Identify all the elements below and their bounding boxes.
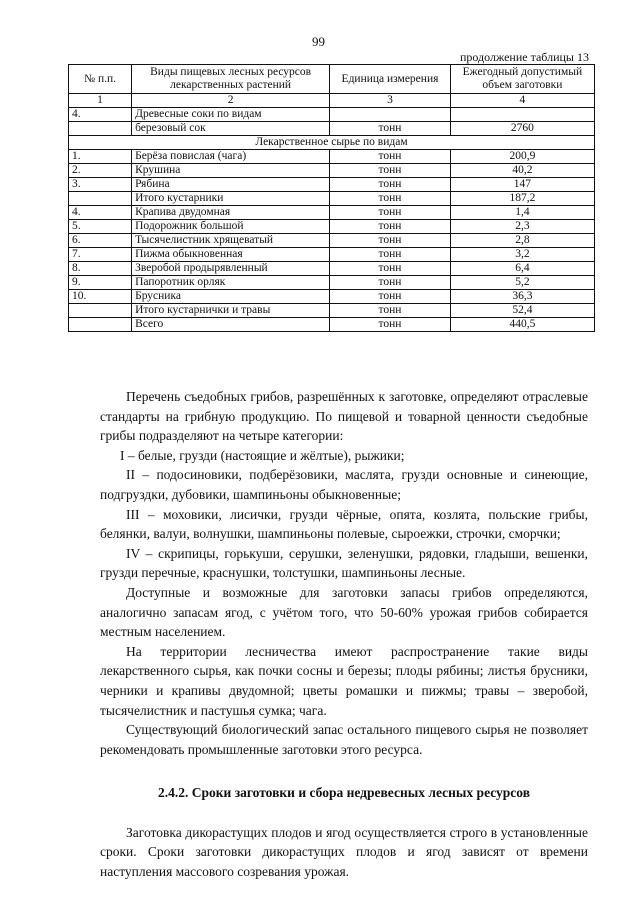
row-unit: тонн — [330, 262, 451, 276]
row-value: 2,3 — [450, 220, 594, 234]
row-value: 2760 — [450, 122, 594, 136]
row-number: 1. — [69, 150, 132, 164]
table-row — [69, 318, 595, 332]
row-number — [69, 318, 132, 332]
row-value: 5,2 — [450, 276, 594, 290]
paragraph-mushroom-stocks: Доступные и возможные для заготовки запасы грибов определяются, аналогично запасам ягод, с учётом того, что 50-60% урожая грибов собирается местным населением. — [100, 584, 588, 640]
section-title: Лекарственное сырье по видам — [69, 136, 595, 150]
row-unit: тонн — [330, 164, 451, 178]
table-row — [69, 304, 595, 318]
column-index: 4 — [450, 94, 594, 108]
row-number: 4. — [69, 206, 132, 220]
row-unit: тонн — [330, 122, 451, 136]
row-unit: тонн — [330, 234, 451, 248]
row-value: 40,2 — [450, 164, 594, 178]
row-number: 9. — [69, 276, 132, 290]
row-unit: тонн — [330, 248, 451, 262]
resources-table — [68, 64, 595, 332]
table-row — [69, 206, 595, 220]
row-number: 4. — [69, 108, 132, 122]
category-2-item: II – подосиновики, подберёзовики, маслята, грузди основные и синеющие, подгруздки, дубовики, шампиньоны обыкновенные; — [100, 467, 588, 502]
row-resource: Итого кустарники — [132, 192, 330, 206]
row-unit: тонн — [330, 290, 451, 304]
table-section-row — [69, 136, 595, 150]
paragraph-harvest-terms: Заготовка дикорастущих плодов и ягод осуществляется строго в установленные сроки. Сроки заготовки дикорастущих плодов и ягод зависят от времени наступления массового созревания урожая. — [100, 824, 588, 880]
table-row — [69, 220, 595, 234]
table-row — [69, 248, 595, 262]
row-unit: тонн — [330, 150, 451, 164]
row-unit: тонн — [330, 304, 451, 318]
column-index: 3 — [330, 94, 451, 108]
column-index: 1 — [69, 94, 132, 108]
row-number — [69, 304, 132, 318]
table-row — [69, 234, 595, 248]
row-number — [69, 192, 132, 206]
table-row — [69, 192, 595, 206]
row-value: 3,2 — [450, 248, 594, 262]
row-resource: Тысячелистник хрящеватый — [132, 234, 330, 248]
row-resource: Рябина — [132, 178, 330, 192]
row-unit: тонн — [330, 276, 451, 290]
table-row — [69, 178, 595, 192]
row-number: 7. — [69, 248, 132, 262]
row-resource: Крапива двудомная — [132, 206, 330, 220]
row-number: 8. — [69, 262, 132, 276]
row-resource: Пижма обыкновенная — [132, 248, 330, 262]
row-resource: Брусника — [132, 290, 330, 304]
row-unit — [330, 108, 451, 122]
row-resource: Подорожник большой — [132, 220, 330, 234]
table-row — [69, 164, 595, 178]
table-row — [69, 262, 595, 276]
row-number: 3. — [69, 178, 132, 192]
row-resource: Итого кустарнички и травы — [132, 304, 330, 318]
row-number: 6. — [69, 234, 132, 248]
category-3-item: III – моховики, лисички, грузди чёрные, опята, козлята, польские грибы, белянки, валуи, волнушки, шампиньоны полевые, сыроежки, строчки, сморчки; — [100, 506, 588, 542]
row-unit: тонн — [330, 318, 451, 332]
row-resource: березовый сок — [132, 122, 330, 136]
row-value: 187,2 — [450, 192, 594, 206]
row-resource: Зверобой продырявленный — [132, 262, 330, 276]
row-value: 52,4 — [450, 304, 594, 318]
row-unit: тонн — [330, 192, 451, 206]
row-value: 147 — [450, 178, 594, 192]
row-value: 36,3 — [450, 290, 594, 304]
row-number — [69, 122, 132, 136]
paragraph-mushroom-standards: Перечень съедобных грибов, разрешённых к заготовке, определяют отраслевые стандарты на грибную продукцию. По пищевой и товарной ценности съедобные грибы подразделяют на четыре категории: — [100, 389, 588, 444]
table-row — [69, 108, 595, 122]
row-resource: Древесные соки по видам — [132, 108, 330, 122]
row-value — [450, 108, 594, 122]
category-4-item: IV – скрипицы, горькуши, серушки, зеленушки, рядовки, гладыши, вешенки, грузди перечные, краснушки, толстушки, шампиньоны лесные. — [100, 545, 588, 581]
row-number: 2. — [69, 164, 132, 178]
row-number: 5. — [69, 220, 132, 234]
category-1-item: I – белые, грузди (настоящие и жёлтые), рыжики; — [120, 447, 405, 463]
paragraph-other-food-resources: Существующий биологический запас остального пищевого сырья не позволяет рекомендовать промышленные заготовки этого ресурса. — [100, 722, 588, 757]
table-continuation-label: продолжение таблицы 13 — [459, 50, 589, 64]
table-row — [69, 276, 595, 290]
row-unit: тонн — [330, 178, 451, 192]
header-annual-volume: Ежегодный допустимый объем заготовки — [450, 65, 594, 94]
table-row — [69, 150, 595, 164]
row-value: 200,9 — [450, 150, 594, 164]
row-value: 2,8 — [450, 234, 594, 248]
row-value: 6,4 — [450, 262, 594, 276]
row-number: 10. — [69, 290, 132, 304]
table-header-row — [69, 65, 595, 94]
header-resource-type: Виды пищевых лесных ресурсов лекарственных растений — [132, 65, 330, 94]
paragraph-medicinal-raw: На территории лесничества имеют распространение такие виды лекарственного сырья, как почки сосны и березы; плоды рябины; листья брусники, черники и крапивы двудомной; цветы ромашки и пижмы; травы – зверобой, тысячелистник и пастушья сумка; чага. — [100, 643, 588, 718]
row-unit: тонн — [330, 220, 451, 234]
row-value: 440,5 — [450, 318, 594, 332]
column-index: 2 — [132, 94, 330, 108]
column-index-row — [69, 94, 595, 108]
section-heading: 2.4.2. Сроки заготовки и сбора недревесных лесных ресурсов — [158, 785, 530, 801]
table-row — [69, 122, 595, 136]
row-resource: Крушина — [132, 164, 330, 178]
page-number: 99 — [312, 34, 325, 49]
row-resource: Папоротник орляк — [132, 276, 330, 290]
body-text — [100, 387, 588, 882]
header-number: № п.п. — [69, 65, 132, 94]
table-row — [69, 290, 595, 304]
row-value: 1,4 — [450, 206, 594, 220]
row-resource: Всего — [132, 318, 330, 332]
header-unit: Единица измерения — [330, 65, 451, 94]
row-unit: тонн — [330, 206, 451, 220]
row-resource: Берёза повислая (чага) — [132, 150, 330, 164]
